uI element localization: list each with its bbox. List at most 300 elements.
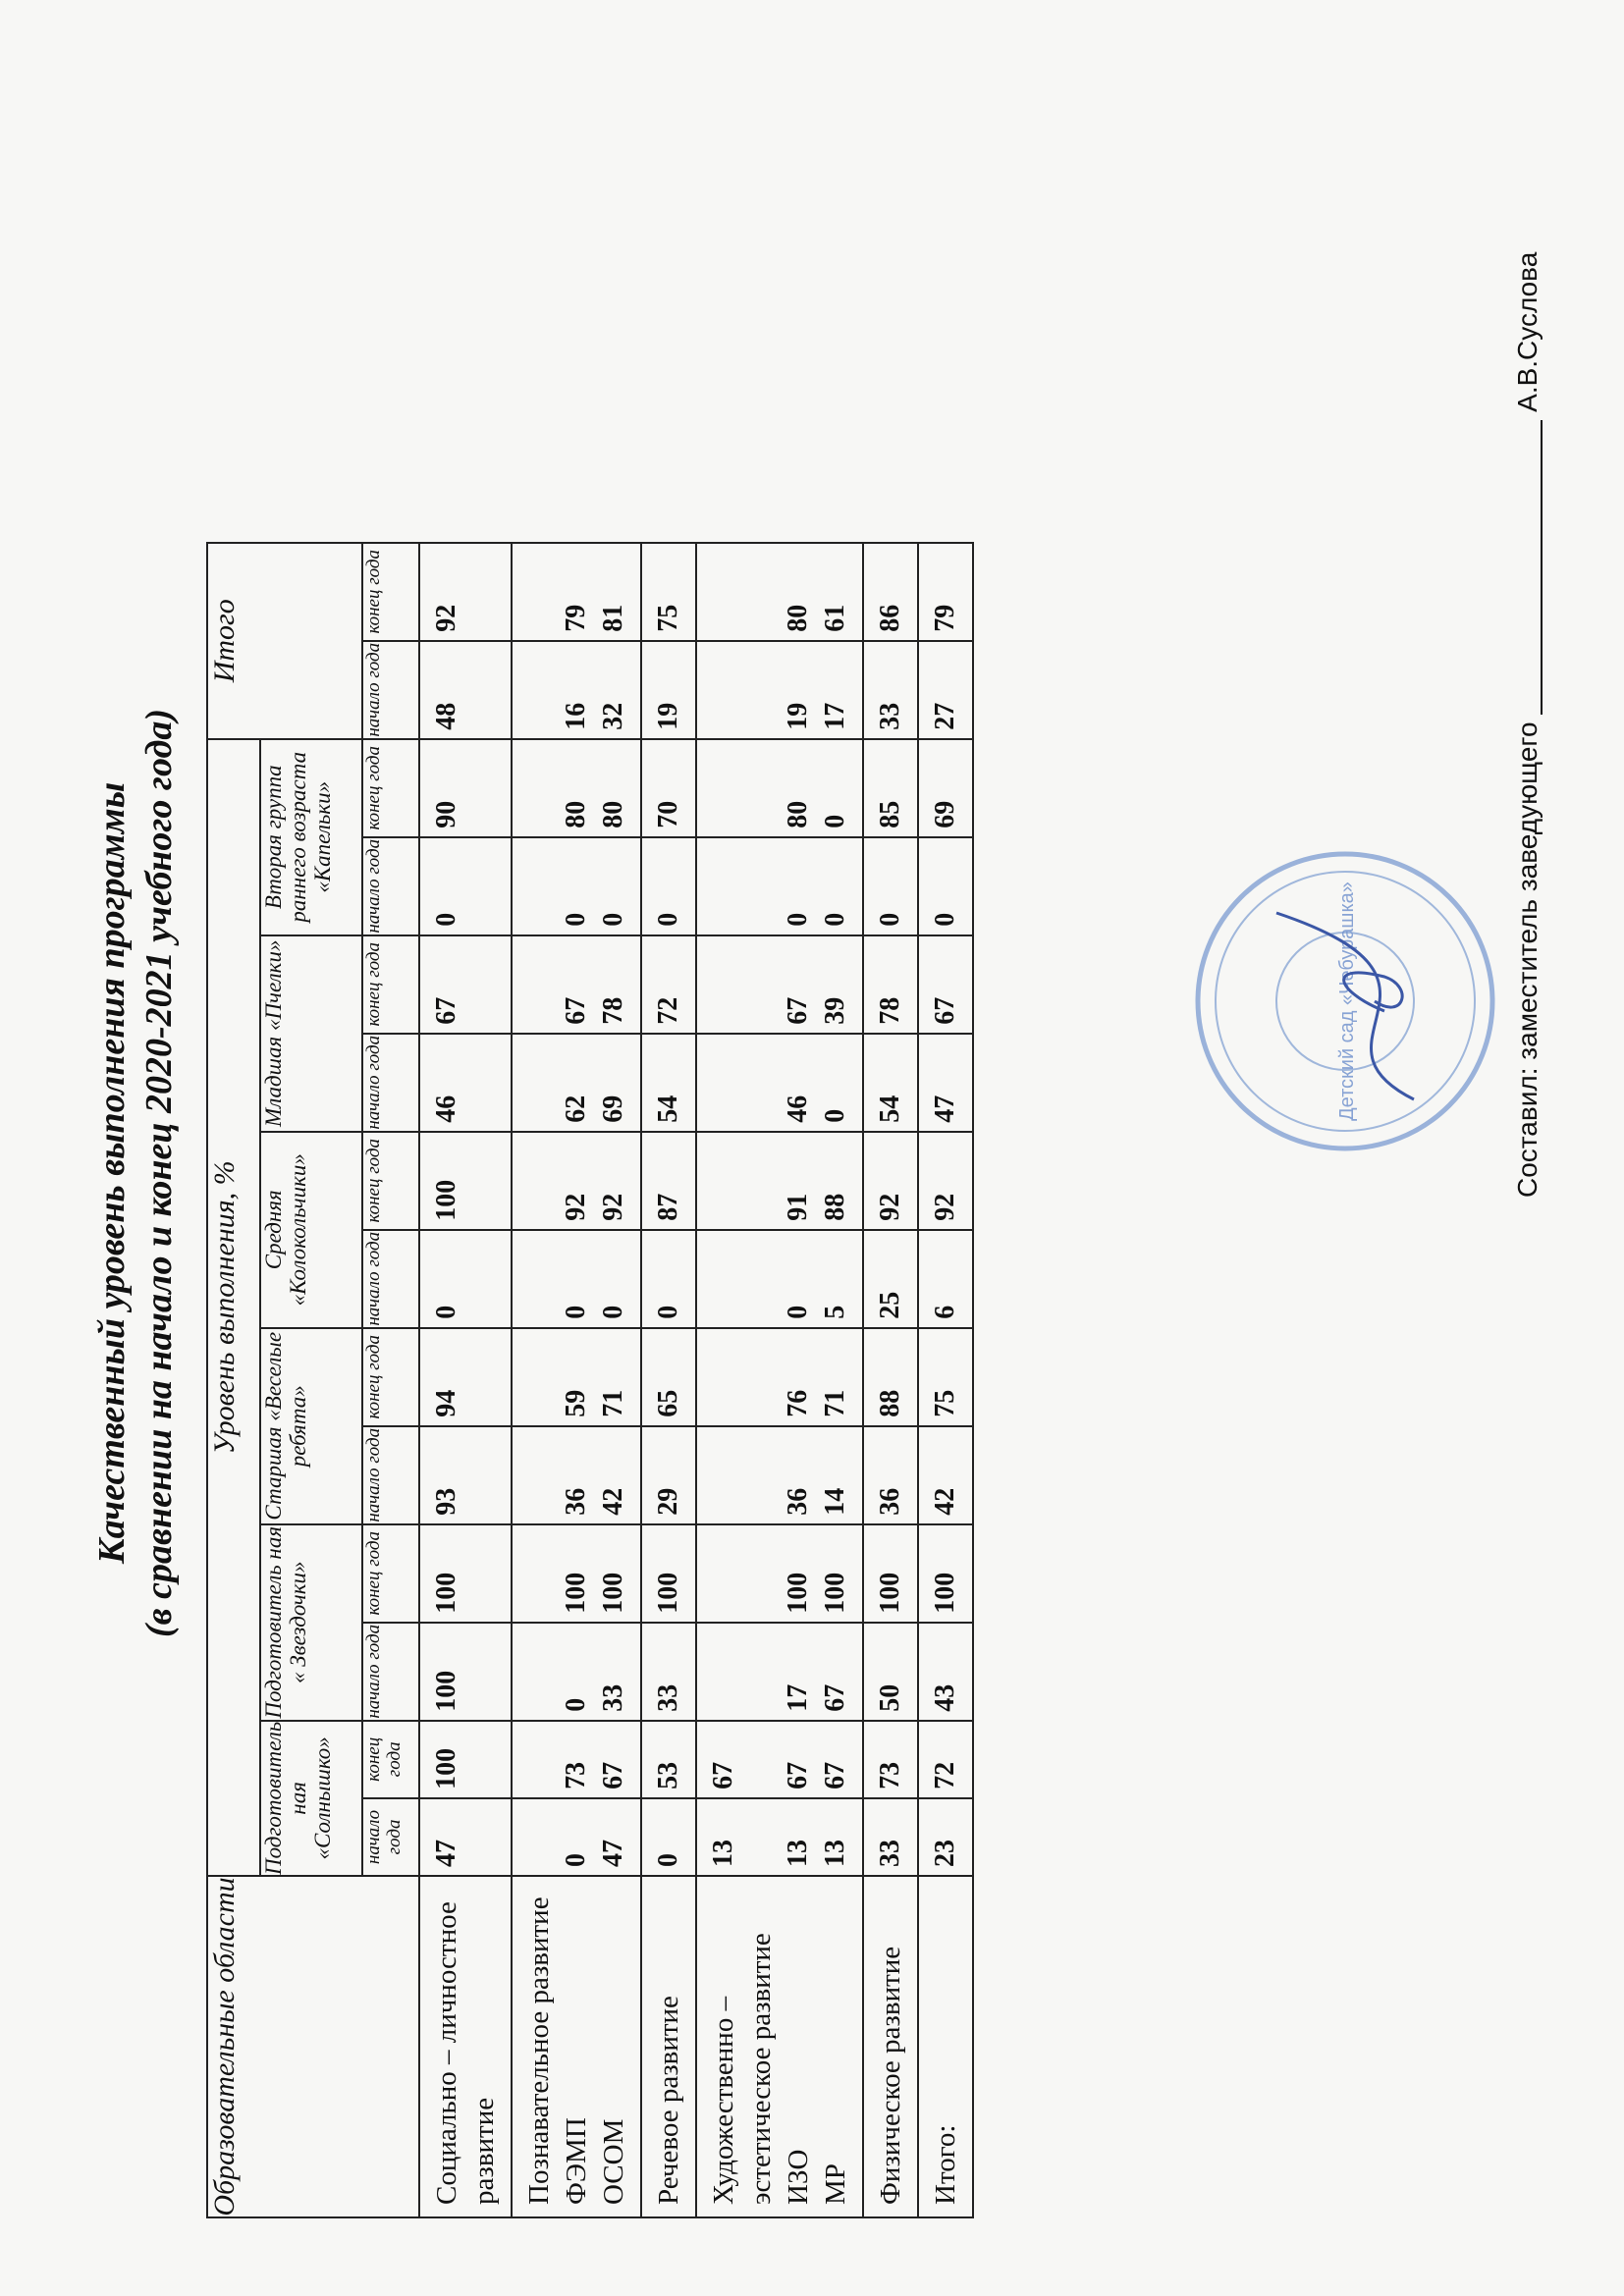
value (520, 1631, 558, 1712)
value: 25 (875, 1291, 905, 1319)
value: 88 (820, 1193, 850, 1221)
value: 0 (820, 912, 850, 927)
value: 36 (875, 1487, 905, 1516)
value-cell (512, 1721, 641, 1798)
value-cell (696, 1132, 863, 1230)
value: 62 (561, 1095, 591, 1123)
value-cell (641, 1230, 696, 1328)
value-cell (863, 1426, 918, 1524)
signature-line (1514, 420, 1543, 715)
group-header: Вторая группа раннего возраста «Капельки» (260, 739, 362, 935)
value-cell (419, 543, 512, 641)
value: 76 (783, 1389, 813, 1417)
value: 100 (431, 1572, 461, 1614)
value: 0 (653, 1305, 683, 1319)
value: 67 (783, 1761, 813, 1789)
value: 0 (561, 1697, 591, 1712)
total-header: Итого (207, 543, 362, 739)
start-of-year-header: начало года (362, 1426, 419, 1524)
value-cell (696, 1721, 863, 1798)
document-title (88, 128, 183, 2218)
value: 17 (820, 702, 850, 730)
value: 32 (598, 702, 628, 730)
end-of-year-header: конец года (362, 543, 419, 641)
value (742, 1042, 780, 1123)
value-cell (419, 1328, 512, 1426)
table-row (419, 543, 512, 2217)
area-label: развитие (468, 2097, 500, 2205)
value (705, 1239, 742, 1319)
value-cell (512, 1798, 641, 1876)
value: 33 (598, 1683, 628, 1712)
value (520, 1239, 558, 1319)
value-cell (863, 641, 918, 739)
value: 100 (561, 1572, 591, 1614)
value (465, 650, 503, 730)
area-cell (419, 1876, 512, 2217)
value-cell (696, 543, 863, 641)
value-cell (918, 935, 973, 1034)
value-cell (419, 1230, 512, 1328)
value: 81 (598, 604, 628, 632)
area-label: ОСОМ (598, 2118, 629, 2205)
value: 79 (930, 604, 960, 632)
value (520, 1807, 558, 1867)
value-cell (696, 1230, 863, 1328)
value: 100 (820, 1572, 850, 1614)
value: 100 (431, 1670, 461, 1712)
value (465, 748, 503, 828)
area-label: Речевое развитие (653, 1996, 684, 2205)
group-header: Средняя «Колокольчики» (260, 1132, 362, 1328)
value: 92 (598, 1193, 628, 1221)
value-cell (641, 1426, 696, 1524)
value-cell (918, 1034, 973, 1132)
group-header: Младшая «Пчелки» (260, 935, 362, 1132)
value: 88 (875, 1389, 905, 1417)
value (742, 1141, 780, 1221)
value-cell (512, 1426, 641, 1524)
value: 61 (820, 604, 850, 632)
value: 16 (561, 702, 591, 730)
value: 80 (561, 800, 591, 828)
value-cell (419, 1426, 512, 1524)
value-cell (512, 837, 641, 935)
value-cell (696, 1328, 863, 1426)
value: 46 (431, 1095, 461, 1123)
value (520, 1435, 558, 1516)
value-cell (918, 641, 973, 739)
value-cell (419, 1721, 512, 1798)
value: 5 (820, 1305, 850, 1319)
value: 92 (561, 1193, 591, 1221)
value: 53 (653, 1761, 683, 1789)
value (742, 650, 780, 730)
value (520, 846, 558, 927)
value (742, 1631, 780, 1712)
value: 100 (431, 1747, 461, 1789)
value (520, 944, 558, 1025)
start-of-year-header: начало года (362, 837, 419, 935)
area-cell (641, 1876, 696, 2217)
area-label: Физическое развитие (875, 1946, 906, 2205)
value: 27 (930, 702, 960, 730)
value-cell (512, 1230, 641, 1328)
value: 54 (653, 1095, 683, 1123)
group-header: Старшая «Веселые ребята» (260, 1328, 362, 1524)
end-of-year-header: конец года (362, 935, 419, 1034)
value-cell (696, 1798, 863, 1876)
value (742, 1435, 780, 1516)
value: 6 (930, 1305, 960, 1319)
value-cell (641, 739, 696, 837)
value: 50 (875, 1683, 905, 1712)
value: 100 (598, 1572, 628, 1614)
table-row (512, 543, 641, 2217)
value-cell (641, 935, 696, 1034)
value: 47 (431, 1840, 461, 1867)
value: 90 (431, 800, 461, 828)
value: 100 (431, 1179, 461, 1221)
value: 72 (930, 1761, 960, 1789)
value-cell (512, 935, 641, 1034)
value-cell (696, 935, 863, 1034)
value: 92 (431, 604, 461, 632)
value (742, 1807, 780, 1867)
value-cell (641, 1034, 696, 1132)
value-cell (918, 1721, 973, 1798)
value-cell (918, 543, 973, 641)
value: 73 (561, 1761, 591, 1789)
value-cell (863, 543, 918, 641)
end-of-year-header: конец года (362, 1328, 419, 1426)
title-line-1: Качественный уровень выполнения программы (91, 781, 133, 1565)
area-label: МР (820, 2163, 851, 2205)
value-cell (863, 1034, 918, 1132)
area-cell (512, 1876, 641, 2217)
value-cell (863, 837, 918, 935)
compiled-by: Составил: заместитель заведующего (1512, 721, 1543, 1198)
value: 13 (783, 1840, 813, 1867)
value: 75 (930, 1389, 960, 1417)
value: 17 (783, 1683, 813, 1712)
value: 67 (561, 996, 591, 1025)
value: 72 (653, 996, 683, 1025)
area-label: Социально – личностное (431, 1901, 462, 2205)
value: 86 (875, 604, 905, 632)
value: 80 (783, 800, 813, 828)
value: 67 (820, 1761, 850, 1789)
value: 47 (598, 1840, 628, 1867)
value: 43 (930, 1683, 960, 1712)
value-cell (863, 1524, 918, 1623)
value (742, 1533, 780, 1614)
value (705, 1435, 742, 1516)
title-line-2: (в сравнении на начало и конец 2020-2021 учебного года) (138, 709, 180, 1637)
end-of-year-header: конец года (362, 1721, 419, 1798)
stamp-text: Детский сад «Чебурашка» (1336, 881, 1358, 1121)
value: 0 (930, 912, 960, 927)
value-cell (419, 1132, 512, 1230)
value-cell (918, 1798, 973, 1876)
value (705, 650, 742, 730)
area-cell (696, 1876, 863, 2217)
value: 80 (783, 604, 813, 632)
value: 42 (598, 1487, 628, 1516)
value-cell (696, 1426, 863, 1524)
value-cell (641, 1721, 696, 1798)
value: 100 (783, 1572, 813, 1614)
value (465, 846, 503, 927)
value-cell (641, 1524, 696, 1623)
value: 47 (930, 1095, 960, 1123)
value: 23 (930, 1840, 960, 1867)
area-cell (918, 1876, 973, 2217)
value-cell (863, 1623, 918, 1721)
value: 0 (598, 912, 628, 927)
value (705, 846, 742, 927)
value (520, 1337, 558, 1417)
value: 19 (783, 702, 813, 730)
footer (1512, 252, 1543, 1198)
start-of-year-header: начало года (362, 1230, 419, 1328)
value-cell (863, 1328, 918, 1426)
start-of-year-header: начало года (362, 641, 419, 739)
value: 75 (653, 604, 683, 632)
end-of-year-header: конец года (362, 1132, 419, 1230)
value (742, 748, 780, 828)
value-cell (419, 837, 512, 935)
table-row (863, 543, 918, 2217)
results-table (206, 542, 974, 2218)
value (705, 1042, 742, 1123)
value-cell (918, 1328, 973, 1426)
value-cell (918, 1623, 973, 1721)
value (742, 1730, 780, 1789)
value: 79 (561, 604, 591, 632)
value: 33 (875, 702, 905, 730)
value: 0 (561, 1305, 591, 1319)
value: 0 (783, 1305, 813, 1319)
value (705, 748, 742, 828)
value: 59 (561, 1389, 591, 1417)
value-cell (696, 1524, 863, 1623)
table-row (696, 543, 863, 2217)
value (742, 846, 780, 927)
value-cell (641, 1328, 696, 1426)
area-label: ФЭМП (561, 2117, 592, 2205)
value: 0 (783, 912, 813, 927)
value: 67 (930, 996, 960, 1025)
value (705, 1631, 742, 1712)
value-cell (512, 1034, 641, 1132)
value: 36 (783, 1487, 813, 1516)
value: 69 (598, 1095, 628, 1123)
value-cell (641, 837, 696, 935)
value: 67 (783, 996, 813, 1025)
value: 0 (875, 912, 905, 927)
value-cell (641, 641, 696, 739)
value: 39 (820, 996, 850, 1025)
value: 71 (820, 1389, 850, 1417)
value (520, 1533, 558, 1614)
value (465, 1435, 503, 1516)
value (465, 1042, 503, 1123)
value: 13 (708, 1840, 738, 1867)
value: 100 (653, 1572, 683, 1614)
value-cell (419, 1034, 512, 1132)
value: 93 (431, 1487, 461, 1516)
table-body (419, 543, 973, 2217)
value: 54 (875, 1095, 905, 1123)
value: 67 (708, 1761, 738, 1789)
value: 46 (783, 1095, 813, 1123)
value-cell (863, 1132, 918, 1230)
areas-header: Образовательные области (207, 1876, 419, 2217)
value: 0 (561, 912, 591, 927)
value (705, 1337, 742, 1417)
value: 33 (653, 1683, 683, 1712)
value (465, 944, 503, 1025)
value: 94 (431, 1389, 461, 1417)
value: 14 (820, 1487, 850, 1516)
rotated-sheet (79, 128, 1551, 2218)
value: 0 (431, 1305, 461, 1319)
value: 73 (875, 1761, 905, 1789)
value-cell (641, 1798, 696, 1876)
value: 33 (875, 1840, 905, 1867)
value-cell (863, 1721, 918, 1798)
compiler-name: А.В.Суслова (1512, 251, 1543, 412)
value (705, 1141, 742, 1221)
value: 0 (820, 1108, 850, 1123)
value-cell (512, 543, 641, 641)
group-header: Подготовитель ная «Солнышко» (260, 1721, 362, 1876)
value (465, 1533, 503, 1614)
area-label: Познавательное развитие (523, 1896, 555, 2205)
value: 0 (431, 912, 461, 927)
value-cell (419, 1623, 512, 1721)
value (520, 1730, 558, 1789)
value: 48 (431, 702, 461, 730)
value: 29 (653, 1487, 683, 1516)
value-cell (918, 1132, 973, 1230)
end-of-year-header: конец года (362, 739, 419, 837)
value: 0 (598, 1305, 628, 1319)
value-cell (419, 1798, 512, 1876)
value: 85 (875, 800, 905, 828)
start-of-year-header: начало года (362, 1034, 419, 1132)
value (465, 552, 503, 632)
value (465, 1807, 503, 1867)
value (520, 650, 558, 730)
value-cell (512, 1524, 641, 1623)
value (465, 1337, 503, 1417)
value-cell (696, 1623, 863, 1721)
value: 78 (598, 996, 628, 1025)
value: 67 (598, 1761, 628, 1789)
stamp-seal (1188, 844, 1502, 1158)
value (465, 1631, 503, 1712)
value-cell (641, 1132, 696, 1230)
value (705, 1533, 742, 1614)
value: 42 (930, 1487, 960, 1516)
value: 100 (930, 1572, 960, 1614)
value-cell (419, 935, 512, 1034)
value-cell (419, 641, 512, 739)
value-cell (419, 739, 512, 837)
value: 67 (431, 996, 461, 1025)
value: 13 (820, 1840, 850, 1867)
value: 67 (820, 1683, 850, 1712)
value-cell (641, 1623, 696, 1721)
value: 87 (653, 1193, 683, 1221)
value-cell (696, 1034, 863, 1132)
value (742, 1337, 780, 1417)
value (520, 1141, 558, 1221)
value-cell (863, 935, 918, 1034)
value-cell (863, 739, 918, 837)
value: 92 (875, 1193, 905, 1221)
start-of-year-header: начало года (362, 1623, 419, 1721)
table-row (918, 543, 973, 2217)
value (742, 1239, 780, 1319)
value-cell (863, 1230, 918, 1328)
value (520, 1042, 558, 1123)
value-cell (918, 739, 973, 837)
value: 70 (653, 800, 683, 828)
value (465, 1141, 503, 1221)
end-of-year-header: конец года (362, 1524, 419, 1623)
value-cell (918, 837, 973, 935)
value-cell (512, 1328, 641, 1426)
value-cell (512, 641, 641, 739)
value: 78 (875, 996, 905, 1025)
value: 100 (875, 1572, 905, 1614)
value-cell (512, 1132, 641, 1230)
value: 19 (653, 702, 683, 730)
value-cell (641, 543, 696, 641)
area-label: эстетическое развитие (745, 1933, 777, 2205)
value (520, 748, 558, 828)
value-cell (918, 1426, 973, 1524)
value: 36 (561, 1487, 591, 1516)
group-header: Подготовитель ная « Звездочки» (260, 1524, 362, 1721)
value: 0 (653, 1853, 683, 1867)
value (705, 552, 742, 632)
area-label: Итого: (930, 2124, 961, 2205)
area-label: ИЗО (783, 2149, 814, 2205)
value: 0 (820, 814, 850, 828)
area-label: Художественно – (708, 1996, 739, 2205)
area-cell (863, 1876, 918, 2217)
value: 0 (653, 912, 683, 927)
value-cell (696, 837, 863, 935)
start-of-year-header: начало года (362, 1798, 419, 1876)
value (742, 552, 780, 632)
value (520, 552, 558, 632)
value: 80 (598, 800, 628, 828)
value (465, 1730, 503, 1789)
value (705, 944, 742, 1025)
value: 92 (930, 1193, 960, 1221)
level-header: Уровень выполнения, % (207, 739, 260, 1876)
value-cell (512, 1623, 641, 1721)
value: 69 (930, 800, 960, 828)
value-cell (918, 1230, 973, 1328)
value-cell (918, 1524, 973, 1623)
value-cell (512, 739, 641, 837)
